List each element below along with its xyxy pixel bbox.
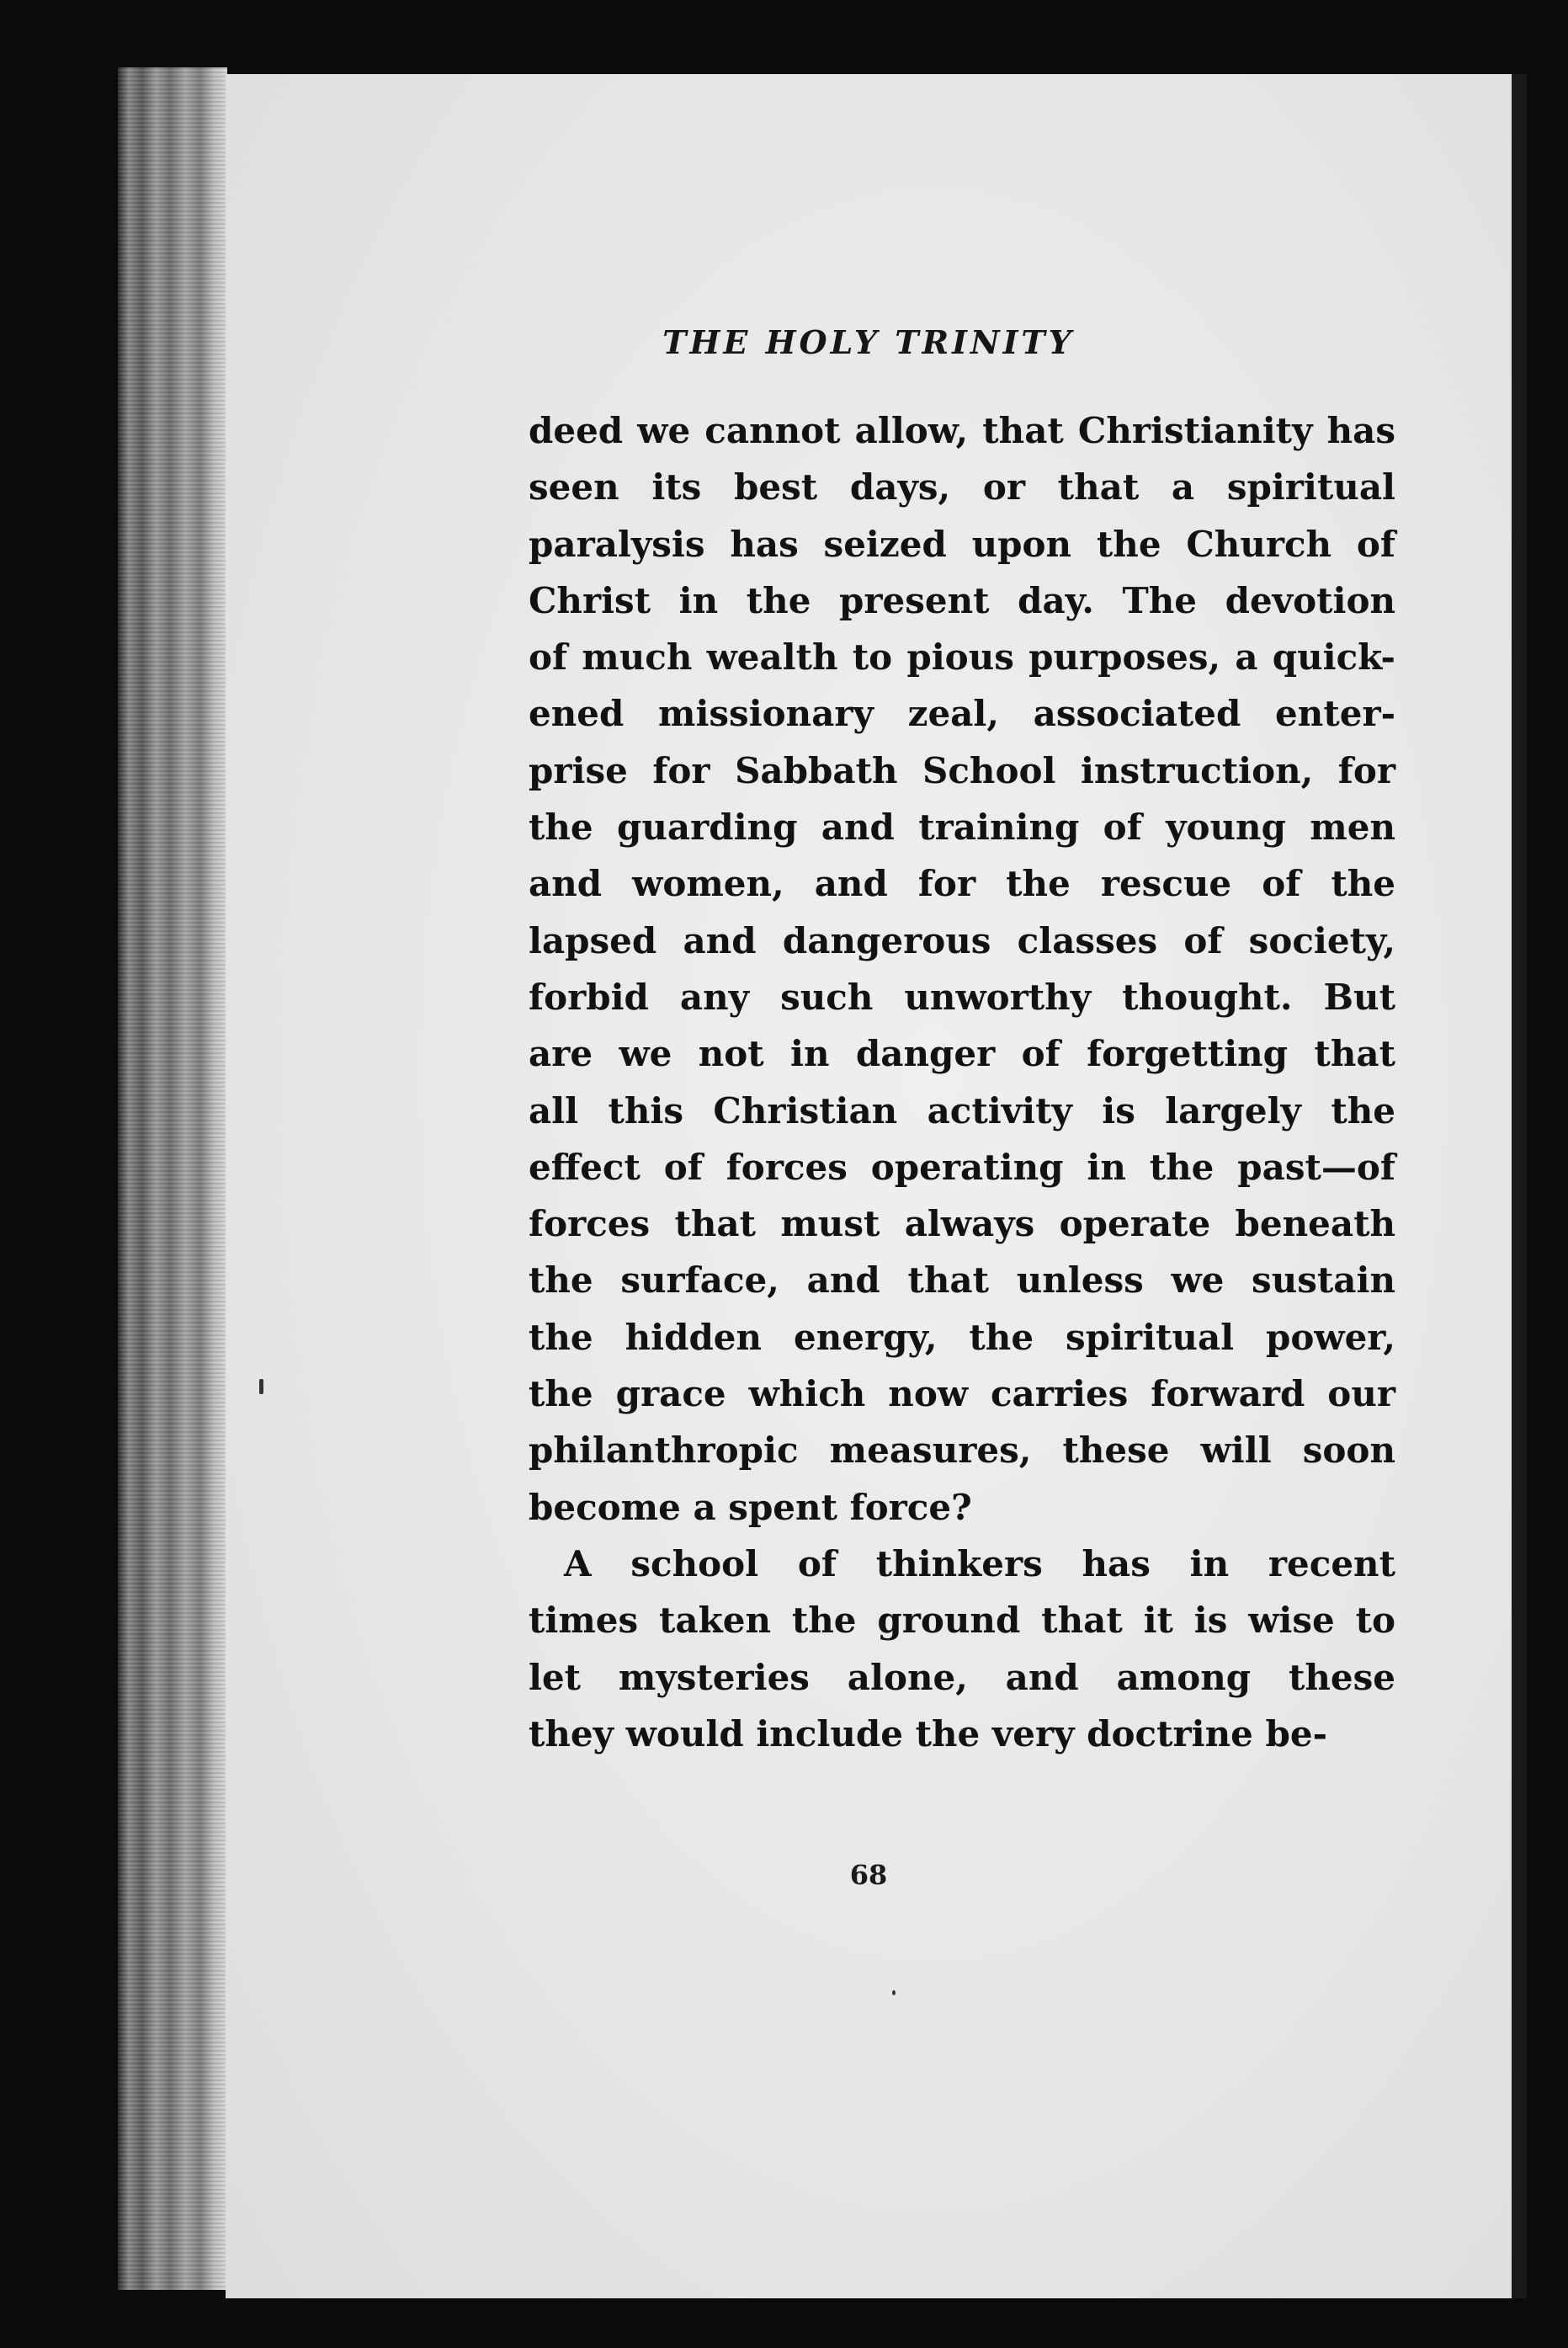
text-line: the grace which now carries forward our xyxy=(529,1373,1395,1415)
book-spine-gutter xyxy=(118,67,227,2290)
paragraph xyxy=(529,1536,1395,1762)
running-head: THE HOLY TRINITY xyxy=(662,323,1075,361)
page-edge xyxy=(1512,74,1527,2298)
body-text xyxy=(529,402,1395,1762)
text-line: all this Christian activity is largely the xyxy=(529,1089,1395,1131)
text-line: effect of forces operating in the past—of xyxy=(529,1146,1395,1188)
text-line: deed we cannot allow, that Christianity has xyxy=(529,410,1395,451)
text-line: they would include the very doctrine be- xyxy=(529,1712,1327,1754)
paragraph xyxy=(529,402,1395,1536)
text-line: ened missionary zeal, associated enter- xyxy=(529,693,1395,735)
text-line: prise for Sabbath School instruction, for xyxy=(529,749,1395,791)
ink-speck xyxy=(892,1990,896,1995)
text-line: seen its best days, or that a spiritual xyxy=(529,466,1395,508)
text-line: the hidden energy, the spiritual power, xyxy=(529,1316,1395,1358)
text-line: philanthropic measures, these will soon xyxy=(529,1430,1395,1472)
text-line: forbid any such unworthy thought. But xyxy=(529,976,1395,1018)
text-line: of much wealth to pious purposes, a quick- xyxy=(529,636,1395,679)
ink-speck xyxy=(259,1379,263,1394)
text-line: Christ in the present day. The devotion xyxy=(529,579,1395,621)
text-line: paralysis has seized upon the Church of xyxy=(529,523,1395,565)
text-line: times taken the ground that it is wise to xyxy=(529,1600,1395,1642)
text-line: the guarding and training of young men xyxy=(529,807,1395,849)
text-line: the surface, and that unless we sustain xyxy=(529,1259,1395,1302)
text-line: lapsed and dangerous classes of society, xyxy=(529,919,1395,961)
text-line: become a spent force? xyxy=(529,1486,972,1528)
text-line: and women, and for the rescue of the xyxy=(529,863,1395,905)
text-line: A school of thinkers has in recent xyxy=(564,1542,1395,1584)
text-line: are we not in danger of forgetting that xyxy=(529,1033,1395,1075)
page-number: 68 xyxy=(849,1859,888,1891)
text-line: let mysteries alone, and among these xyxy=(529,1656,1395,1698)
text-line: forces that must always operate beneath xyxy=(529,1203,1395,1245)
